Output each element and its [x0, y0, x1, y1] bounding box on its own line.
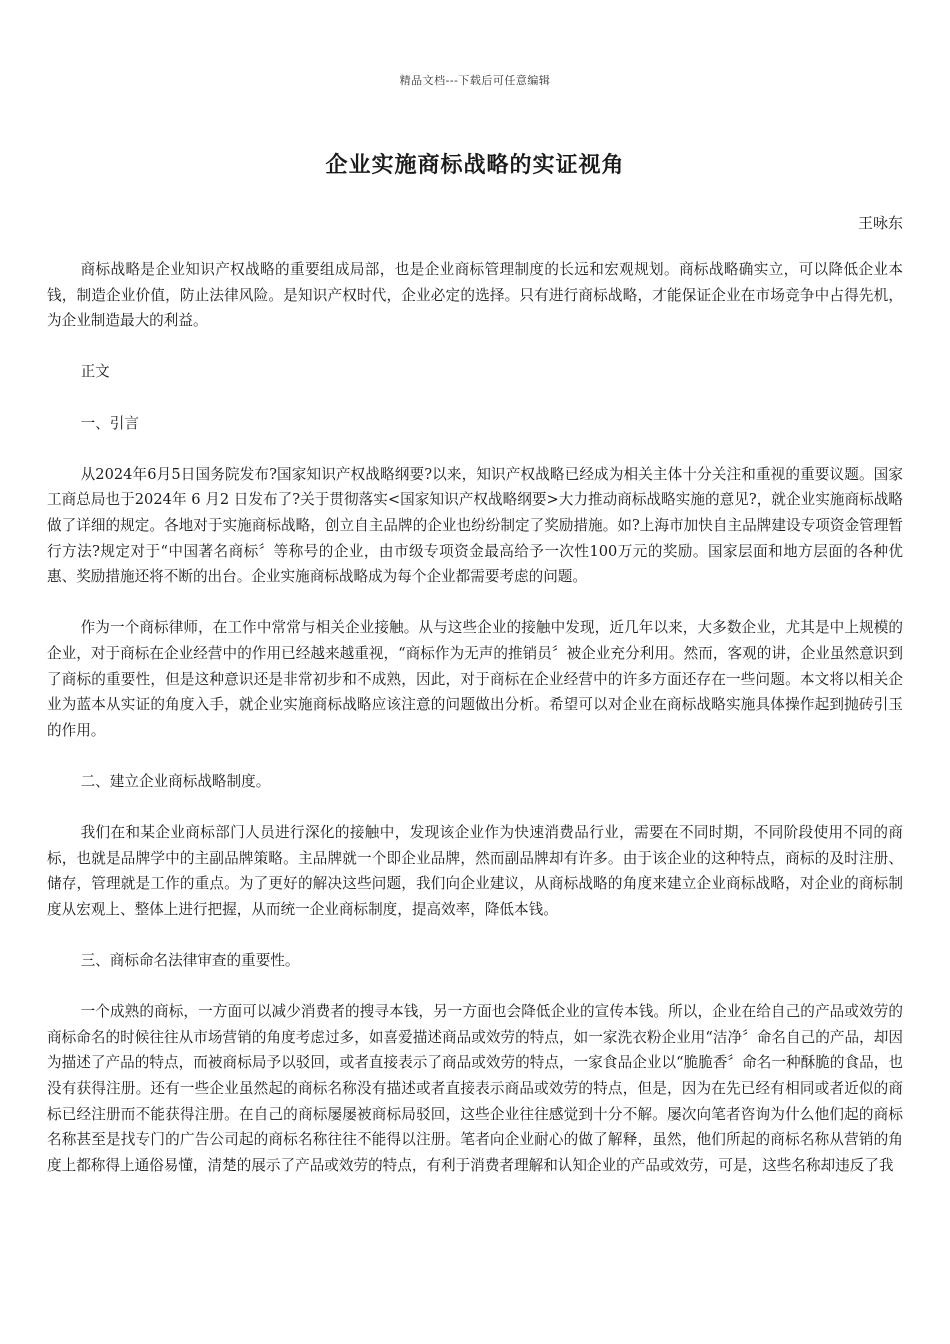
author-name: 王咏东 [857, 214, 903, 232]
paragraph-introduction-2: 作为一个商标律师，在工作中常常与相关企业接触。从与这些企业的接触中发现，近几年以来，大多数企业，尤其是中上规模的企业，对于商标在企业经营中的作用已经越来越重视，“商标作为无声的推销员〞被企业充分利用。然而，客观的讲，企业虽然意识到了商标的重要性，但是这种意识还是非常初步和不成熟，因此，对于商标在企业经营中的许多方面还存在一些问题。本文将以相关企业为蓝本从实证的角度入手，就企业实施商标战略应该注意的问题做出分析。希望可以对企业在商标战略实施具体操作起到抛砖引玉的作用。 [47, 619, 903, 739]
paragraph-introduction-1: 从2024年6月5日国务院发布?国家知识产权战略纲要?以来，知识产权战略已经成为相关主体十分关注和重视的重要议题。国家工商总局也于2024年 6 月2 日发布了?关于贯彻落实<国家知识产权战略纲要>大力推动商标战略实施的意见?，就企业实施商标战略做了详细的规定。各地对于实施商标战略，创立自主品牌的企业也纷纷制定了奖励措施。如?上海市加快自主品牌建设专项资金管理暂行方法?规定对于“中国著名商标〞等称号的企业，由市级专项资金最高给予一次性100万元的奖励。国家层面和地方层面的各种优惠、奖励措施还将不断的出台。企业实施商标战略成为每个企业都需要考虑的问题。 [47, 465, 903, 586]
document-title: 企业实施商标战略的实证视角 [325, 152, 625, 178]
section-heading-introduction: 一、引言 [80, 414, 139, 432]
section-heading-main-text: 正文 [80, 363, 110, 381]
paragraph-abstract: 商标战略是企业知识产权战略的重要组成局部，也是企业商标管理制度的长远和宏观规划。商标战略确实立，可以降低企业本钱，制造企业价值，防止法律风险。是知识产权时代，企业必定的选择。只有进行商标战略，才能保证企业在市场竞争中占得先机，为企业制造最大的利益。 [47, 261, 903, 330]
section-heading-legal-review: 三、商标命名法律审查的重要性。 [80, 952, 300, 970]
paragraph-legal-review: 一个成熟的商标，一方面可以减少消费者的搜寻本钱，另一方面也会降低企业的宣传本钱。所以，企业在给自己的产品或效劳的商标命名的时候往往从市场营销的角度考虑过多，如喜爱描述商品或效劳的特点，如一家洗衣粉企业用“洁净〞命名自己的产品，却因为描述了产品的特点，而被商标局予以驳回，或者直接表示了商品或效劳的特点，一家食品企业以“脆脆香〞命名一种酥脆的食品，也没有获得注册。还有一些企业虽然起的商标名称没有描述或者直接表示商品或效劳的特点，但是，因为在先已经有相同或者近似的商标已经注册而不能获得注册。在自己的商标屡屡被商标局驳回，这些企业往往感觉到十分不解。屡次向笔者咨询为什么他们起的商标名称甚至是找专门的广告公司起的商标名称往往不能得以注册。笔者向企业耐心的做了解释，虽然，他们所起的商标名称从营销的角度上都称得上通俗易懂，清楚的展示了产品或效劳的特点，有利于消费者理解和认知企业的产品或效劳，可是，这些名称却违反了我 [47, 1003, 903, 1174]
document-body [47, 257, 903, 1178]
paragraph-strategy-system: 我们在和某企业商标部门人员进行深化的接触中，发现该企业作为快速消费品行业，需要在不同时期，不同阶段使用不同的商标，也就是品牌学中的主副品牌策略。主品牌就一个即企业品牌，然而副品牌却有许多。由于该企业的这种特点，商标的及时注册、储存，管理就是工作的重点。为了更好的解决这些问题，我们向企业建议，从商标战略的角度来建立企业商标战略，对企业的商标制度从宏观上、整体上进行把握，从而统一企业商标制度，提高效率，降低本钱。 [47, 824, 903, 918]
header-note: 精品文档---下载后可任意编辑 [399, 74, 551, 87]
section-heading-strategy-system: 二、建立企业商标战略制度。 [80, 772, 271, 790]
